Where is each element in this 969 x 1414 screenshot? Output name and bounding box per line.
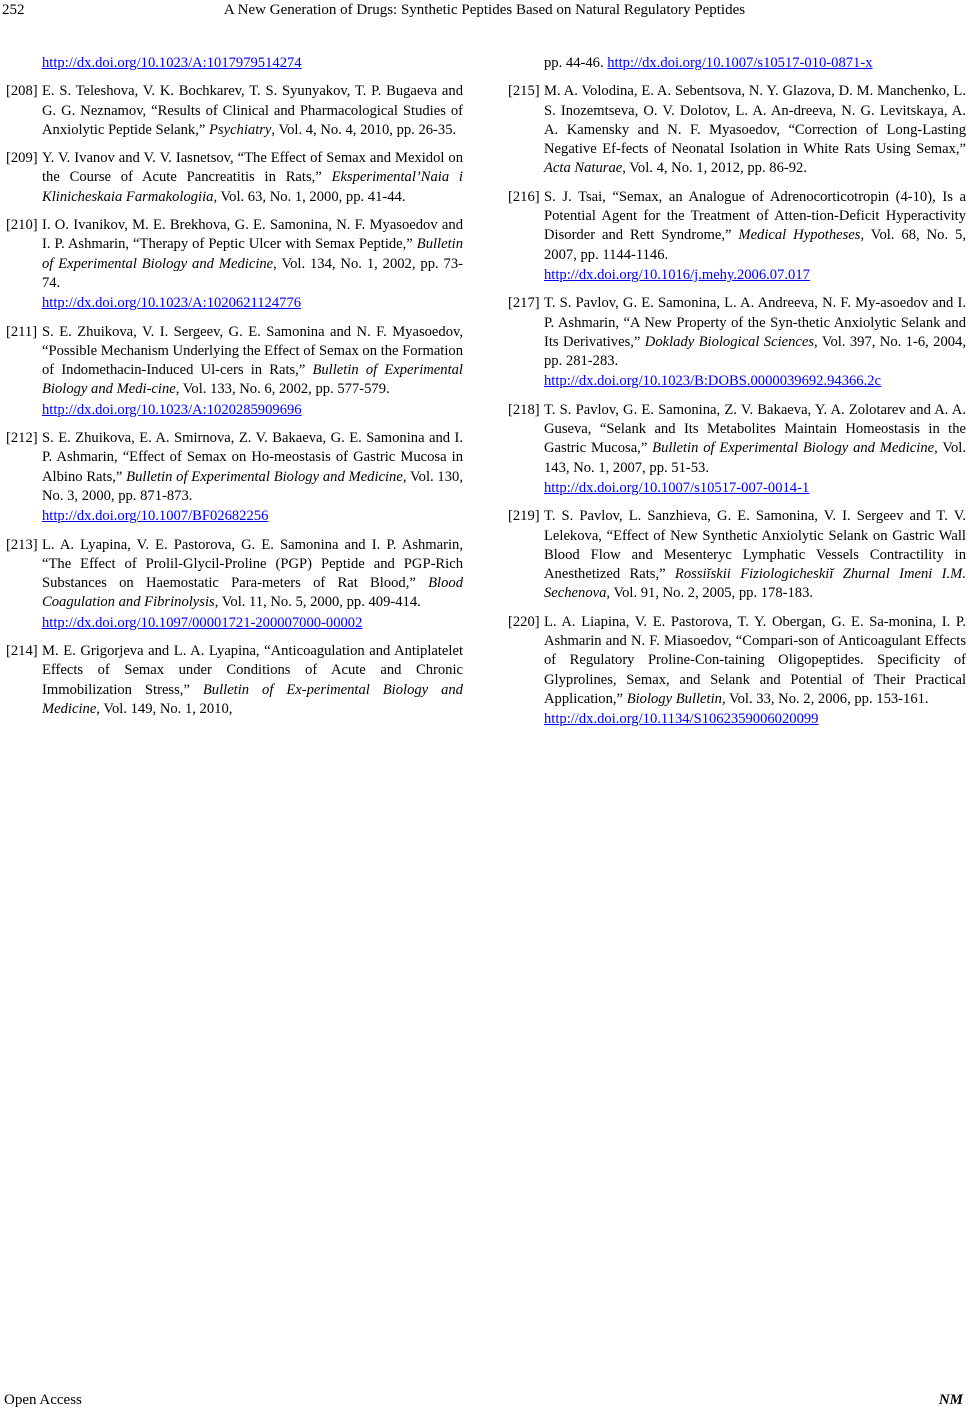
journal-abbrev: NM bbox=[938, 1392, 963, 1408]
reference-details: , Vol. 63, No. 1, 2000, pp. 41-44. bbox=[213, 188, 406, 205]
reference-journal: Eksperimental’Naia i Klinicheskaia Farmakologiia bbox=[42, 169, 463, 205]
reference-authors-title: E. S. Teleshova, V. K. Bochkarev, T. S. Syunyakov, T. P. Bugaeva and G. G. Neznamov, “Results of Clinical and Pharmacological Studies of Anxiolytic Peptide Selank,” bbox=[42, 83, 463, 138]
reference-details: , Vol. 68, No. 5, 2007, pp. 1144-1146. bbox=[544, 227, 966, 263]
reference-number: [218] bbox=[508, 401, 540, 418]
doi-link[interactable]: http://dx.doi.org/10.1023/B:DOBS.0000039692.94366.2c bbox=[544, 373, 882, 390]
reference-number: [208] bbox=[6, 83, 38, 100]
doi-link[interactable]: http://dx.doi.org/10.1007/s10517-007-0014-1 bbox=[544, 479, 810, 496]
reference-item bbox=[508, 82, 966, 178]
reference-authors-title: S. E. Zhuikova, E. A. Smirnova, Z. V. Bakaeva, G. E. Samonina and I. P. Ashmarin, “Effect of Semax on Ho-meostasis of Gastric Mucosa in Albino Rats,” bbox=[42, 430, 463, 485]
right-column bbox=[508, 54, 966, 739]
reference-text bbox=[42, 150, 463, 205]
reference-journal: Bulletin of Experimental Biology and Medicine bbox=[42, 236, 463, 272]
continued-reference bbox=[6, 54, 463, 73]
reference-item bbox=[6, 642, 463, 719]
left-column bbox=[6, 54, 463, 728]
doi-link[interactable]: http://dx.doi.org/10.1016/j.mehy.2006.07.017 bbox=[544, 266, 810, 283]
reference-details: , Vol. 134, No. 1, 2002, pp. 73-74. bbox=[42, 255, 463, 291]
reference-item bbox=[508, 401, 966, 498]
reference-details: , Vol. 143, No. 1, 2007, pp. 51-53. bbox=[544, 440, 966, 476]
reference-authors-title: T. S. Pavlov, G. E. Samonina, Z. V. Bakaeva, Y. A. Zolotarev and A. A. Guseva, “Selank and Its Metabolites Maintain Homeostasis in the Gastric Mucosa,” bbox=[544, 401, 966, 457]
reference-text bbox=[544, 508, 966, 601]
reference-details: , Vol. 4, No. 4, 2010, pp. 26-35. bbox=[271, 121, 457, 138]
reference-item bbox=[6, 82, 463, 140]
continued-text: pp. 44-46. bbox=[544, 55, 608, 71]
reference-number: [214] bbox=[6, 643, 38, 660]
reference-number: [210] bbox=[6, 217, 38, 234]
doi-link[interactable]: http://dx.doi.org/10.1023/A:1020621124776 bbox=[42, 295, 302, 312]
reference-item bbox=[508, 613, 966, 730]
doi-link[interactable]: http://dx.doi.org/10.1134/S1062359006020099 bbox=[544, 711, 819, 728]
reference-authors-title: L. A. Liapina, V. E. Pastorova, T. Y. Obergan, G. E. Sa-monina, I. P. Ashmarin and N. F. Miasoedov, “Compari-son of Anticoagulant Effects of Regulatory Proline-Con-taining Oligopeptides. Specificity of Glyprolines, Semax, and Selank and Potential of Their Practical Application,” bbox=[544, 613, 966, 707]
reference-item bbox=[508, 294, 966, 391]
reference-text bbox=[544, 614, 966, 707]
reference-text bbox=[42, 643, 463, 717]
reference-details: , Vol. 91, No. 2, 2005, pp. 178-183. bbox=[606, 585, 814, 602]
reference-number: [216] bbox=[508, 188, 540, 205]
reference-text bbox=[42, 83, 463, 138]
reference-authors-title: Y. V. Ivanov and V. V. Iasnetsov, “The Effect of Semax and Mexidol on the Course of Acute Pancreatitis in Rats,” bbox=[42, 150, 463, 186]
reference-item bbox=[6, 536, 463, 633]
reference-authors-title: T. S. Pavlov, L. Sanzhieva, G. E. Samonina, V. I. Sergeev and T. V. Lelekova, “Effect of New Synthetic Anxiolytic Selank on Gastric Wall Blood Flow and Mesenteryc Lymphatic Vessels Contractility in Anesthetized Rats,” bbox=[544, 508, 966, 583]
running-title: A New Generation of Drugs: Synthetic Peptides Based on Natural Regulatory Peptides bbox=[223, 2, 746, 18]
reference-item bbox=[508, 507, 966, 603]
reference-journal: Blood Coagulation and Fibrinolysis bbox=[42, 575, 463, 611]
reference-text bbox=[544, 402, 966, 476]
reference-item bbox=[6, 216, 463, 313]
reference-authors-title: S. J. Tsai, “Semax, an Analogue of Adrenocorticotropin (4-10), Is a Potential Agent for the Treatment of Atten-tion-Deficit Hyperactivity Disorder and Rett Syndrome,” bbox=[544, 188, 966, 244]
reference-journal: Bulletin of Experimental Biology and Medicine bbox=[652, 440, 935, 457]
reference-journal: Psychiatry bbox=[209, 121, 272, 138]
reference-journal: Biology Bulletin bbox=[626, 690, 722, 707]
reference-number: [211] bbox=[6, 323, 38, 340]
reference-details: , Vol. 33, No. 2, 2006, pp. 153-161. bbox=[721, 690, 929, 707]
reference-journal: Medical Hypotheses bbox=[738, 227, 861, 244]
open-access-label: Open Access bbox=[4, 1392, 82, 1408]
reference-authors-title: T. S. Pavlov, G. E. Samonina, L. A. Andreeva, N. F. My-asoedov and I. P. Ashmarin, “A New Property of the Syn-thetic Anxiolytic Selank and Its Derivatives,” bbox=[544, 295, 966, 350]
reference-authors-title: M. E. Grigorjeva and L. A. Lyapina, “Anticoagulation and Antiplatelet Effects of Semax under Conditions of Acute and Chronic Immobilization Stress,” bbox=[42, 643, 463, 698]
reference-authors-title: I. O. Ivanikov, M. E. Brekhova, G. E. Samonina, N. F. Myasoedov and I. P. Ashmarin, “Therapy of Peptic Ulcer with Semax Peptide,” bbox=[42, 217, 463, 253]
reference-list-left bbox=[6, 82, 463, 719]
reference-number: [212] bbox=[6, 430, 38, 447]
reference-journal: Bulletin of Experimental Biology and Medi-cine bbox=[42, 362, 463, 398]
reference-journal: Bulletin of Ex-perimental Biology and Medicine bbox=[42, 681, 463, 717]
doi-link[interactable]: http://dx.doi.org/10.1023/A:1017979514274 bbox=[42, 55, 302, 71]
reference-authors-title: L. A. Lyapina, V. E. Pastorova, G. E. Samonina and I. P. Ashmarin, “The Effect of Prolil-Glycil-Proline (PGP) Peptide and PGP-Rich Substances on Haemostatic Para-meters of Rat Blood,” bbox=[42, 536, 463, 592]
reference-item bbox=[6, 149, 463, 207]
reference-item bbox=[508, 188, 966, 285]
page-footer bbox=[0, 1392, 969, 1412]
reference-journal: Bulletin of Experimental Biology and Medicine bbox=[126, 468, 403, 485]
reference-details: , Vol. 11, No. 5, 2000, pp. 409-414. bbox=[214, 594, 421, 611]
reference-details: , Vol. 149, No. 1, 2010, bbox=[96, 700, 233, 717]
reference-journal: Rossiĭskii Fiziologicheskiĭ Zhurnal Imeni I.M. Sechenova bbox=[544, 566, 966, 602]
reference-list-right bbox=[508, 82, 966, 729]
reference-number: [217] bbox=[508, 295, 540, 312]
reference-number: [215] bbox=[508, 83, 540, 100]
doi-link[interactable]: http://dx.doi.org/10.1007/s10517-010-0871-x bbox=[607, 55, 873, 71]
reference-text bbox=[544, 189, 966, 263]
page-number: 252 bbox=[2, 2, 25, 18]
reference-details: , Vol. 130, No. 3, 2000, pp. 871-873. bbox=[42, 468, 463, 504]
reference-details: , Vol. 4, No. 1, 2012, pp. 86-92. bbox=[622, 160, 807, 177]
reference-details: , Vol. 397, No. 1-6, 2004, pp. 281-283. bbox=[544, 333, 966, 370]
reference-authors-title: M. A. Volodina, E. A. Sebentsova, N. Y. Glazova, D. M. Manchenko, L. S. Inozemtseva, O. V. Dolotov, L. A. An-dreeva, N. G. Levitskaya, A. A. Kamensky and N. F. Myasoedov, “Correction of Long-Lasting Negative Ef-fects of Neonatal Isolation in White Rats Using Semax,” bbox=[544, 83, 966, 158]
reference-text bbox=[42, 430, 463, 504]
continued-reference bbox=[508, 54, 966, 73]
reference-number: [219] bbox=[508, 508, 540, 525]
reference-item bbox=[6, 323, 463, 420]
reference-number: [213] bbox=[6, 536, 38, 553]
doi-link[interactable]: http://dx.doi.org/10.1007/BF02682256 bbox=[42, 508, 269, 525]
page-header bbox=[0, 0, 969, 24]
doi-link[interactable]: http://dx.doi.org/10.1097/00001721-200007000-00002 bbox=[42, 614, 363, 631]
reference-text bbox=[544, 295, 966, 369]
reference-details: , Vol. 133, No. 6, 2002, pp. 577-579. bbox=[175, 381, 390, 398]
reference-text bbox=[42, 537, 463, 611]
doi-link[interactable]: http://dx.doi.org/10.1023/A:1020285909696 bbox=[42, 401, 302, 418]
reference-text bbox=[42, 324, 463, 398]
reference-journal: Doklady Biological Sciences bbox=[644, 333, 815, 350]
reference-item bbox=[6, 429, 463, 526]
reference-text bbox=[544, 83, 966, 176]
reference-journal: Acta Naturae bbox=[544, 160, 623, 177]
reference-number: [220] bbox=[508, 613, 540, 630]
reference-authors-title: S. E. Zhuikova, V. I. Sergeev, G. E. Samonina and N. F. Myasoedov, “Possible Mechanism Underlying the Effect of Semax on the Formation of Indomethacin-Induced Ul-cers in Rats,” bbox=[42, 323, 463, 379]
reference-text bbox=[42, 217, 463, 291]
reference-number: [209] bbox=[6, 150, 38, 167]
